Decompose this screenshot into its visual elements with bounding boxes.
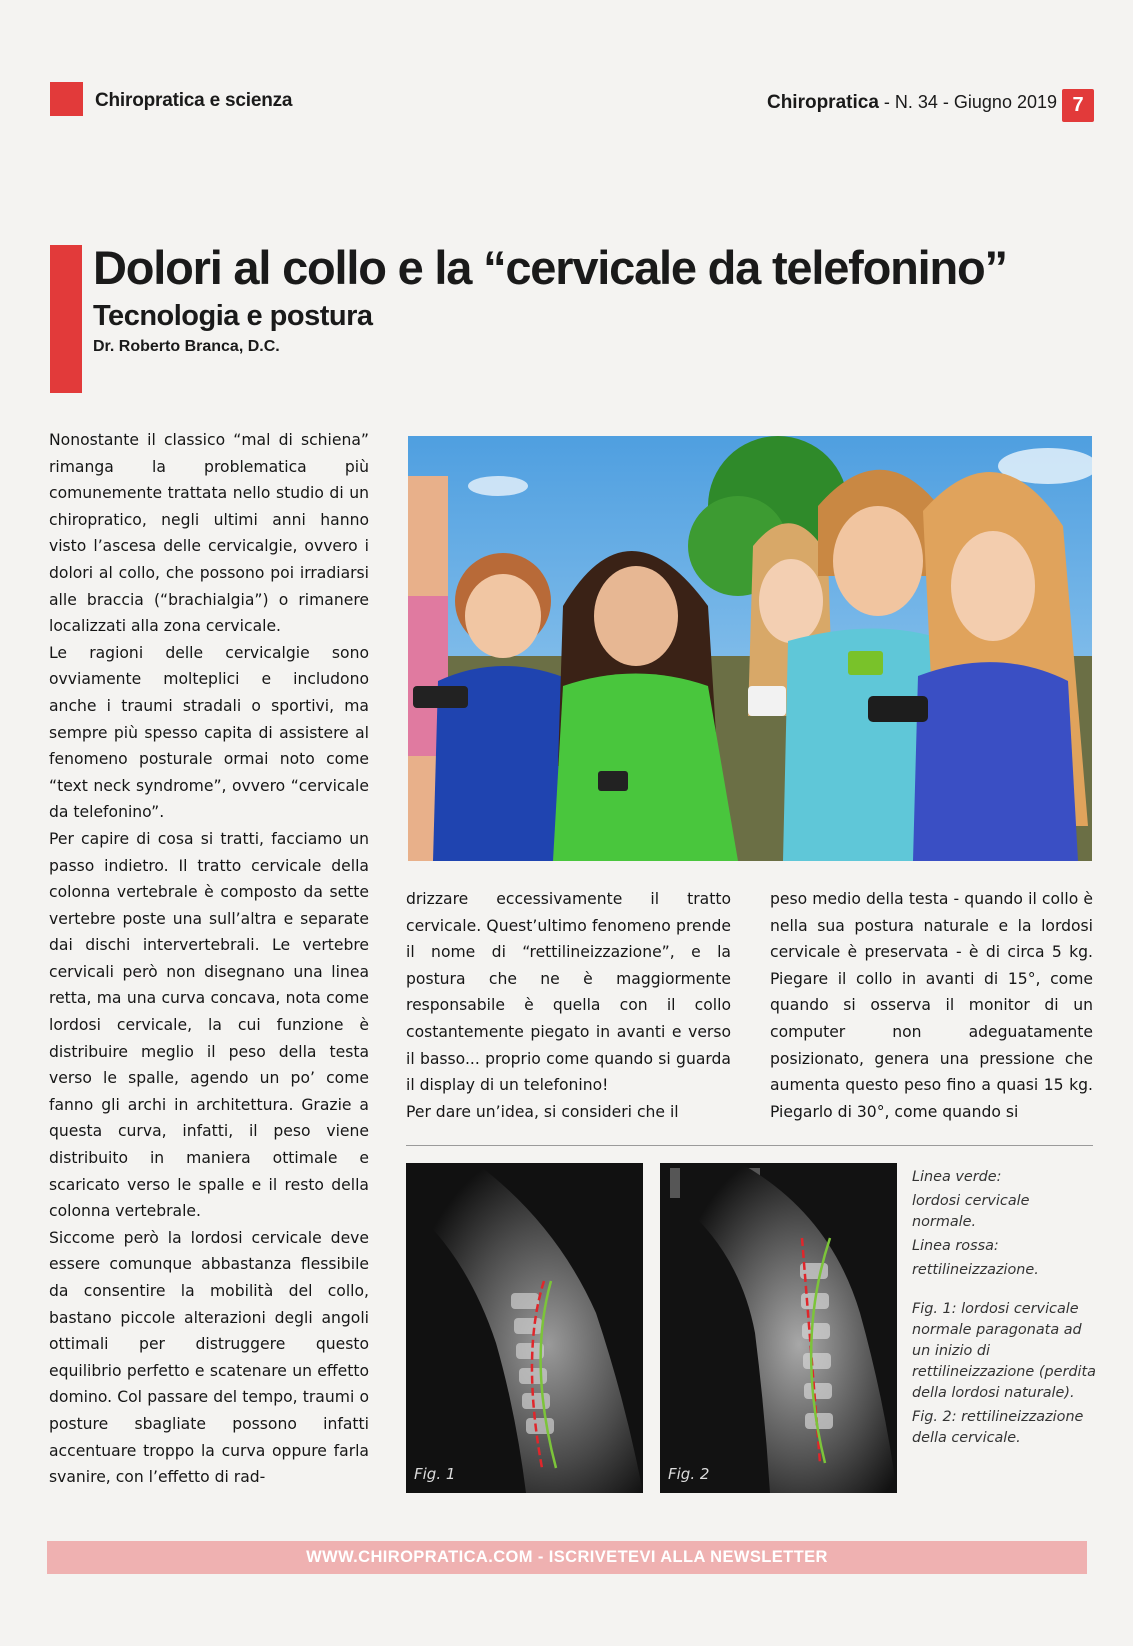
figure-1-label: Fig. 1 <box>414 1465 456 1483</box>
text-column-middle <box>406 886 731 1125</box>
article-author: Dr. Roberto Branca, D.C. <box>93 338 280 355</box>
paragraph: Nonostante il classico “mal di schiena” rimanga la problematica più comunemente trattata nello studio di un chiropratico, negli ultimi anni hanno visto l’ascesa delle cervicalgie, ovvero i dolori al collo, che possono poi irradiarsi alle braccia (“brachialgia”) o rimanere localizzati alla zona cervicale. <box>49 431 369 636</box>
figure-2-label: Fig. 2 <box>668 1465 710 1483</box>
legend-green-title: Linea verde: <box>912 1169 1002 1185</box>
text-column-left <box>49 427 369 1491</box>
legend-green-text: lordosi cervicale normale. <box>912 1193 1030 1230</box>
paragraph: Per dare un’idea, si consideri che il <box>406 1102 679 1121</box>
page-number: 7 <box>1062 89 1094 122</box>
children-smartphones-photo <box>408 436 1092 861</box>
paragraph: drizzare eccessivamente il tratto cervicale. Quest’ultimo fenomeno prende il nome di “rettilineizzazione”, e la postura che ne è maggiormente responsabile è quella con il collo costantemente piegato in avanti e verso il basso... proprio come quando si guarda il display di un telefonino! <box>406 890 731 1095</box>
figure-1-caption: Fig. 1: lordosi cervicale normale paragonata ad un inizio di rettilineizzazione (perdita della lordosi naturale). <box>912 1301 1096 1401</box>
title-accent-bar <box>50 245 82 393</box>
xray-figure-1 <box>406 1163 643 1493</box>
section-title: Chiropratica e scienza <box>95 90 293 111</box>
issue-info <box>767 92 1057 114</box>
legend-red-title: Linea rossa: <box>912 1238 999 1254</box>
article-subtitle: Tecnologia e postura <box>93 300 373 332</box>
paragraph: Per capire di cosa si tratti, facciamo un passo indietro. Il tratto cervicale della colonna vertebrale è composto da sette vertebre poste una sull’altra e separate dai dischi intervertebrali. Le vertebre cervicali però non disegnano una linea retta, ma una curva concava, nota come lordosi cervicale, la cui funzione è distribuire meglio il peso della testa verso le spalle, agendo un po’ come fanno gli archi in architettura. Grazie a questa curva, infatti, il peso viene distribuito in maniera ottimale e scaricato verso le spalle e il resto della colonna vertebrale. <box>49 829 369 1221</box>
text-column-right <box>770 886 1093 1125</box>
section-marker <box>50 82 83 116</box>
figure-captions <box>912 1167 1097 1452</box>
article-title: Dolori al collo e la “cervicale da telefonino” <box>93 241 1007 294</box>
issue-date: - N. 34 - Giugno 2019 <box>878 92 1057 112</box>
xray-figure-2 <box>660 1163 897 1493</box>
paragraph: Siccome però la lordosi cervicale deve essere comunque abbastanza flessibile da consentire la mobilità del collo, bastano piccole alterazioni degli angoli ottimali per distruggere questo equilibrio perfetto e scatenare un effetto domino. Col passare del tempo, traumi o posture sbagliate possono infatti accentuare troppo la curva oppure farla svanire, con l’effetto di rad- <box>49 1228 369 1487</box>
legend-red-text: rettilineizzazione. <box>912 1262 1039 1278</box>
divider <box>406 1145 1093 1146</box>
magazine-name: Chiropratica <box>766 92 879 113</box>
paragraph: peso medio della testa - quando il collo è nella sua postura naturale e la lordosi cervicale è preservata - è di circa 5 kg. Piegare il collo in avanti di 15°, come quando si osserva il monitor di un computer non adeguatamente posizionato, genera una pressione che aumenta questo peso fino a quasi 15 kg. Piegarlo di 30°, come quando si <box>770 890 1093 1121</box>
figure-2-caption: Fig. 2: rettilineizzazione della cervicale. <box>912 1409 1084 1446</box>
paragraph: Le ragioni delle cervicalgie sono ovviamente molteplici e includono anche i traumi stradali o sportivi, ma sempre più spesso capita di assistere al fenomeno posturale ormai noto come “text neck syndrome”, ovvero “cervicale da telefonino”. <box>49 643 369 822</box>
newsletter-footer[interactable]: WWW.CHIROPRATICA.COM - ISCRIVETEVI ALLA NEWSLETTER <box>47 1541 1087 1574</box>
